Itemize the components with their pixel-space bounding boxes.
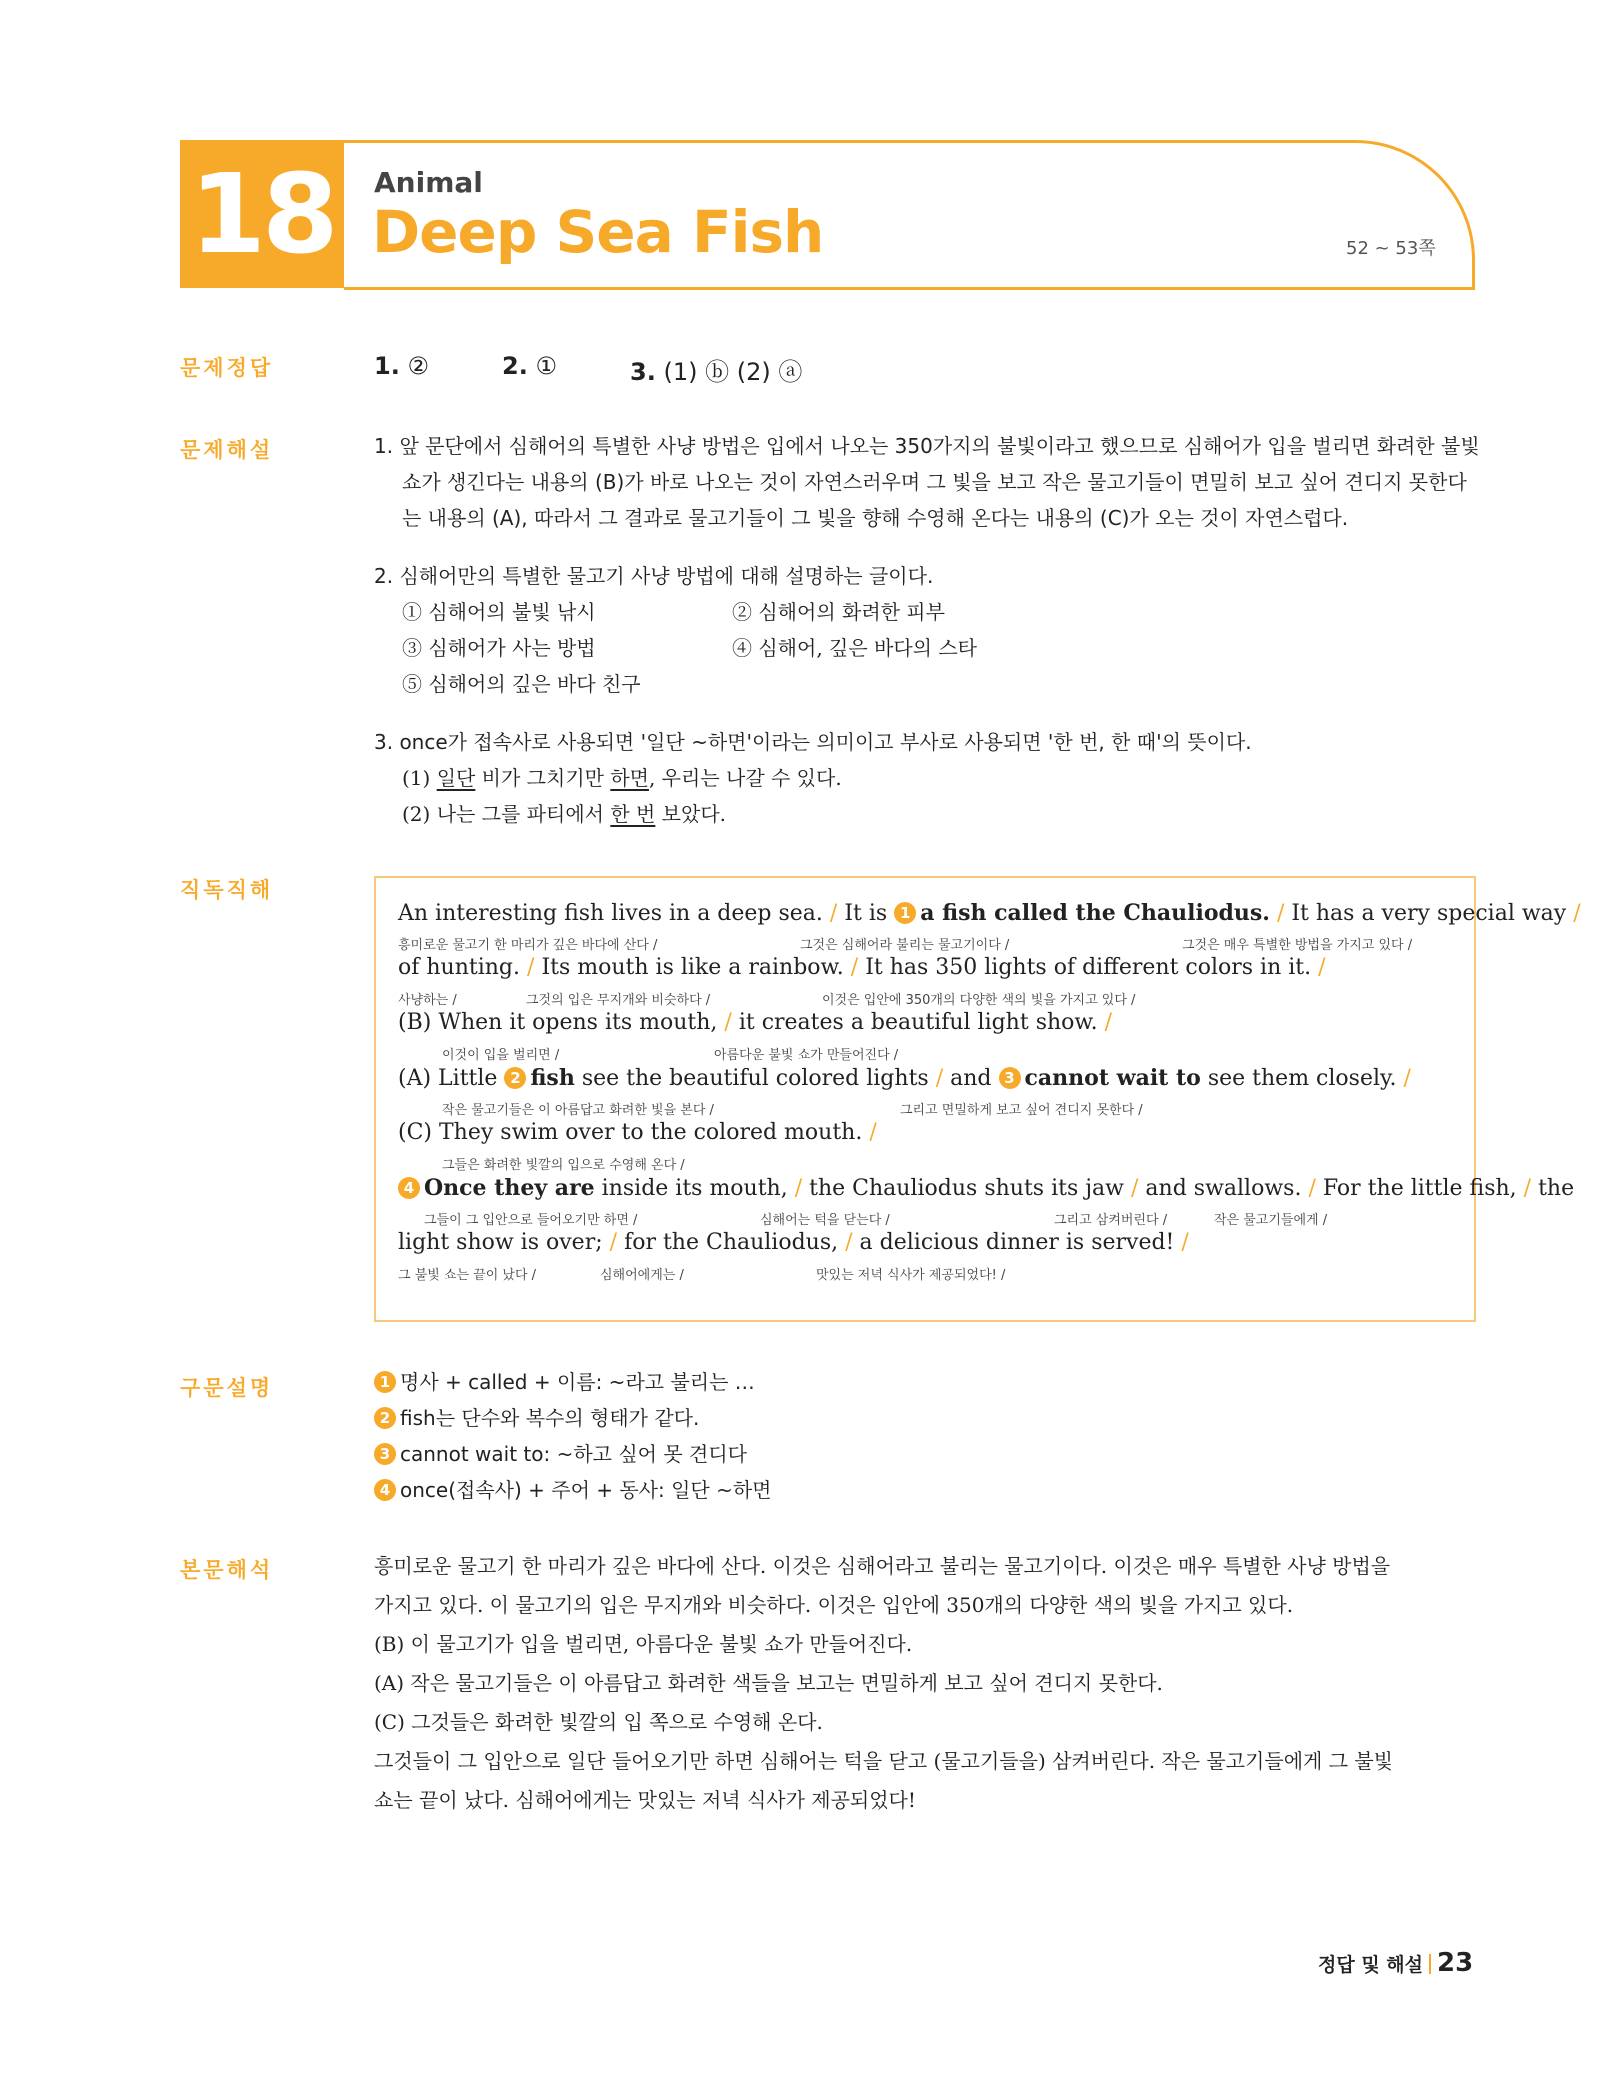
q2-option: ⑤ 심해어의 깊은 바다 친구 <box>402 672 641 696</box>
q2-option: ① 심해어의 불빛 낚시 <box>402 600 596 624</box>
reading-gloss: 그것은 심해어라 불리는 물고기이다 / <box>800 938 1010 953</box>
reading-line-7: light show is over; / for the Chauliodus, / a delicious dinner is served! / <box>398 1230 1189 1255</box>
reading-gloss: 심해어에게는 / <box>600 1268 684 1283</box>
lesson-title: Deep Sea Fish <box>372 198 824 266</box>
structure-item: 4 once(접속사) + 주어 + 동사: 일단 ~하면 <box>374 1472 772 1508</box>
explanation-q1-line: 는 내용의 (A), 따라서 그 결과로 물고기들이 그 빛을 향해 수영해 온다는 내용의 (C)가 오는 것이 자연스럽다. <box>402 506 1349 530</box>
reading-gloss: 심해어는 턱을 닫는다 / <box>760 1213 890 1228</box>
q2-option: ② 심해어의 화려한 피부 <box>732 600 945 624</box>
lesson-category: Animal <box>374 166 483 199</box>
reading-line-3: (B) When it opens its mouth, / it creates a beautiful light show. / <box>398 1010 1113 1035</box>
translation-line: 쇼는 끝이 났다. 심해어에게는 맛있는 저녁 식사가 제공되었다! <box>374 1788 916 1812</box>
reading-gloss: 그리고 삼켜버린다 / <box>1054 1213 1168 1228</box>
structure-item: 1 명사 + called + 이름: ~라고 불리는 … <box>374 1364 755 1400</box>
reading-line-4: (A) Little 2 fish see the beautiful colored lights / and 3 cannot wait to see them closely. / <box>398 1065 1411 1091</box>
explanation-q2-intro: 2. 심해어만의 특별한 물고기 사냥 방법에 대해 설명하는 글이다. <box>374 564 934 588</box>
q2-option: ③ 심해어가 사는 방법 <box>402 636 596 660</box>
lesson-number: 18 <box>180 140 344 288</box>
reading-gloss: 맛있는 저녁 식사가 제공되었다! / <box>816 1268 1006 1283</box>
translation-line: 흥미로운 물고기 한 마리가 깊은 바다에 산다. 이것은 심해어라고 불리는 물고기이다. 이것은 매우 특별한 사냥 방법을 <box>374 1554 1391 1578</box>
reading-gloss: 작은 물고기들에게 / <box>1214 1213 1328 1228</box>
translation-line: (B) 이 물고기가 입을 벌리면, 아름다운 불빛 쇼가 만들어진다. <box>374 1632 913 1656</box>
q3-example-2: (2) 나는 그를 파티에서 한 번 보았다. <box>402 802 727 826</box>
reading-gloss: 사냥하는 / <box>398 993 457 1008</box>
reading-gloss: 작은 물고기들은 이 아름답고 화려한 빛을 본다 / <box>442 1103 714 1118</box>
structure-item: 2 fish는 단수와 복수의 형태가 같다. <box>374 1400 699 1436</box>
reading-line-5: (C) They swim over to the colored mouth. / <box>398 1120 877 1145</box>
reading-gloss: 그것의 입은 무지개와 비슷하다 / <box>526 993 711 1008</box>
translation-line: (A) 작은 물고기들은 이 아름답고 화려한 색들을 보고는 면밀하게 보고 싶어 견디지 못한다. <box>374 1671 1163 1695</box>
label-answers: 문제정답 <box>180 356 274 380</box>
explanation-q3-intro: 3. once가 접속사로 사용되면 '일단 ~하면'이라는 의미이고 부사로 사용되면 '한 번, 한 때'의 뜻이다. <box>374 730 1252 754</box>
structure-item: 3 cannot wait to: ~하고 싶어 못 견디다 <box>374 1436 747 1472</box>
reading-gloss: 흥미로운 물고기 한 마리가 깊은 바다에 산다 / <box>398 938 658 953</box>
reading-line-2: of hunting. / Its mouth is like a rainbow. / It has 350 lights of different colors in it. / <box>398 955 1326 980</box>
explanation-q1-line: 1. 앞 문단에서 심해어의 특별한 사냥 방법은 입에서 나오는 350가지의 불빛이라고 했으므로 심해어가 입을 벌리면 화려한 불빛 <box>374 434 1480 458</box>
reading-gloss: 아름다운 불빛 쇼가 만들어진다 / <box>714 1048 899 1063</box>
reading-gloss: 그들이 그 입안으로 들어오기만 하면 / <box>424 1213 638 1228</box>
reading-gloss: 그것은 매우 특별한 방법을 가지고 있다 / <box>1182 938 1413 953</box>
footer-label: 정답 및 해설 <box>1318 1954 1423 1976</box>
explanation-q1-line: 쇼가 생긴다는 내용의 (B)가 바로 나오는 것이 자연스러우며 그 빛을 보고 작은 물고기들이 면밀히 보고 싶어 견디지 못한다 <box>402 470 1467 494</box>
answer-1: 1. ② <box>374 352 429 380</box>
page-range: 52 ~ 53쪽 <box>1346 238 1436 259</box>
translation-line: 가지고 있다. 이 물고기의 입은 무지개와 비슷하다. 이것은 입안에 350개의 다양한 색의 빛을 가지고 있다. <box>374 1593 1294 1617</box>
page-number: 23 <box>1437 1948 1474 1978</box>
reading-gloss: 그 불빛 쇼는 끝이 났다 / <box>398 1268 537 1283</box>
page-footer <box>1318 1948 1473 1978</box>
reading-gloss: 이것은 입안에 350개의 다양한 색의 빛을 가지고 있다 / <box>822 993 1136 1008</box>
q3-example-1: (1) 일단 비가 그치기만 하면, 우리는 나갈 수 있다. <box>402 766 842 790</box>
reading-line-1: An interesting fish lives in a deep sea. / It is 1 a fish called the Chauliodus. / It has a very special way / <box>398 900 1581 926</box>
label-explanation: 문제해설 <box>180 438 274 462</box>
label-structure: 구문설명 <box>180 1376 274 1400</box>
label-translation: 본문해석 <box>180 1558 274 1582</box>
reading-gloss: 그리고 면밀하게 보고 싶어 견디지 못한다 / <box>900 1103 1143 1118</box>
q2-option: ④ 심해어, 깊은 바다의 스타 <box>732 636 977 660</box>
reading-line-6: 4 Once they are inside its mouth, / the Chauliodus shuts its jaw / and swallows. / For the little fish, / the <box>398 1175 1574 1201</box>
reading-gloss: 그들은 화려한 빛깔의 입으로 수영해 온다 / <box>442 1158 685 1173</box>
reading-gloss: 이것이 입을 벌리면 / <box>442 1048 560 1063</box>
answer-3: 3. (1) ⓑ (2) ⓐ <box>630 358 803 386</box>
translation-line: (C) 그것들은 화려한 빛깔의 입 쪽으로 수영해 온다. <box>374 1710 823 1734</box>
answer-2: 2. ① <box>502 352 557 380</box>
label-direct-reading: 직독직해 <box>180 878 274 902</box>
translation-line: 그것들이 그 입안으로 일단 들어오기만 하면 심해어는 턱을 닫고 (물고기들을) 삼켜버린다. 작은 물고기들에게 그 불빛 <box>374 1749 1394 1773</box>
